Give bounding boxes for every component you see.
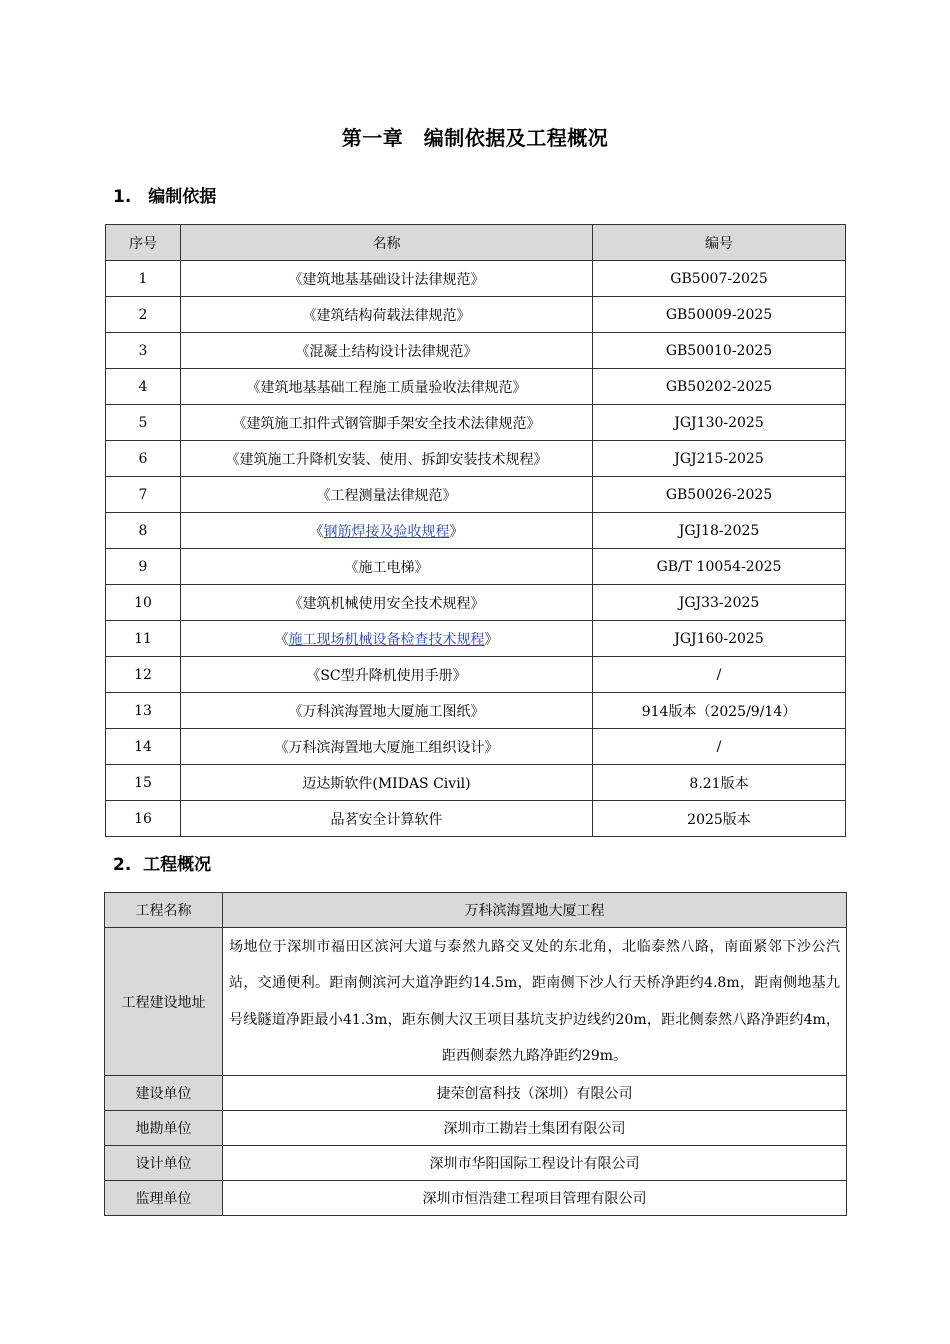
standard-code: GB5007-2025 [593, 261, 846, 297]
table-row [106, 261, 846, 297]
survey-value: 深圳市工勘岩土集团有限公司 [223, 1111, 847, 1146]
table-row [106, 621, 846, 657]
standard-name: 《建筑地基基础工程施工质量验收法律规范》 [181, 369, 593, 405]
address-value: 场地位于深圳市福田区滨河大道与泰然九路交叉处的东北角，北临泰然八路，南面紧邻下沙公汽站，交通便利。距南侧滨河大道净距约14.5m，距南侧下沙人行天桥净距约4.8m，距南侧地基九号线隧道净距最小41.3m，距东侧大汉王项目基坑支护边线约20m，距北侧泰然八路净距约4m，距西侧泰然九路净距约29m。 [223, 928, 847, 1076]
row-number: 8 [106, 513, 181, 549]
row-number: 4 [106, 369, 181, 405]
row-number: 16 [106, 801, 181, 837]
basis-table-body [106, 261, 846, 837]
table-row [106, 333, 846, 369]
standard-name: 《施工电梯》 [181, 549, 593, 585]
section-heading-overview: 2. 工程概况 [113, 855, 212, 875]
standard-name: 《工程测量法律规范》 [181, 477, 593, 513]
standard-name: 《建筑机械使用安全技术规程》 [181, 585, 593, 621]
standard-code: 8.21版本 [593, 765, 846, 801]
builder-value: 捷荣创富科技（深圳）有限公司 [223, 1076, 847, 1111]
row-number: 11 [106, 621, 181, 657]
name-open-bracket: 《 [274, 631, 289, 648]
table-row [106, 477, 846, 513]
table-row [106, 297, 846, 333]
table-row [106, 585, 846, 621]
standard-name: 《建筑施工扣件式钢管脚手架安全技术法律规范》 [181, 405, 593, 441]
standard-code: GB50202-2025 [593, 369, 846, 405]
overview-row-project-name [105, 893, 847, 928]
table-row [106, 657, 846, 693]
standard-name: 《建筑结构荷载法律规范》 [181, 297, 593, 333]
builder-label: 建设单位 [105, 1076, 223, 1111]
table-row [106, 369, 846, 405]
row-number: 2 [106, 297, 181, 333]
table-row [106, 729, 846, 765]
col-header-code: 编号 [593, 225, 846, 261]
standard-name: 《万科滨海置地大厦施工图纸》 [181, 693, 593, 729]
overview-row-address [105, 928, 847, 1076]
row-number: 12 [106, 657, 181, 693]
standard-code: / [593, 729, 846, 765]
address-label: 工程建设地址 [105, 928, 223, 1076]
table-row [106, 549, 846, 585]
standard-code: GB/T 10054-2025 [593, 549, 846, 585]
row-number: 6 [106, 441, 181, 477]
supervision-label: 监理单位 [105, 1181, 223, 1216]
overview-row-design [105, 1146, 847, 1181]
project-name-label: 工程名称 [105, 893, 223, 928]
standard-code: JGJ18-2025 [593, 513, 846, 549]
standard-code: / [593, 657, 846, 693]
overview-row-builder [105, 1076, 847, 1111]
row-number: 9 [106, 549, 181, 585]
row-number: 1 [106, 261, 181, 297]
standard-name: 《混凝土结构设计法律规范》 [181, 333, 593, 369]
row-number: 5 [106, 405, 181, 441]
standard-code: JGJ130-2025 [593, 405, 846, 441]
standard-name-link[interactable]: 钢筋焊接及验收规程 [323, 523, 450, 540]
basis-table-header-row [106, 225, 846, 261]
row-number: 10 [106, 585, 181, 621]
standard-name: 《SC型升降机使用手册》 [181, 657, 593, 693]
overview-row-supervision [105, 1181, 847, 1216]
table-row [106, 765, 846, 801]
standard-code: 914版本（2025/9/14） [593, 693, 846, 729]
standard-name [181, 513, 593, 549]
col-header-name: 名称 [181, 225, 593, 261]
table-row [106, 441, 846, 477]
standard-code: GB50010-2025 [593, 333, 846, 369]
standard-code: JGJ160-2025 [593, 621, 846, 657]
name-close-bracket: 》 [484, 631, 499, 648]
table-row [106, 693, 846, 729]
design-label: 设计单位 [105, 1146, 223, 1181]
standard-name-link[interactable]: 施工现场机械设备检查技术规程 [288, 631, 485, 648]
standard-name [181, 621, 593, 657]
row-number: 3 [106, 333, 181, 369]
standard-code: JGJ215-2025 [593, 441, 846, 477]
standard-name: 《建筑地基基础设计法律规范》 [181, 261, 593, 297]
row-number: 15 [106, 765, 181, 801]
overview-row-survey [105, 1111, 847, 1146]
name-close-bracket: 》 [449, 523, 464, 540]
overview-table [104, 892, 847, 1216]
name-open-bracket: 《 [309, 523, 324, 540]
survey-label: 地勘单位 [105, 1111, 223, 1146]
standard-code: GB50009-2025 [593, 297, 846, 333]
section-heading-basis: 1. 编制依据 [113, 187, 217, 207]
standard-name: 《万科滨海置地大厦施工组织设计》 [181, 729, 593, 765]
standard-code: 2025版本 [593, 801, 846, 837]
project-name-value: 万科滨海置地大厦工程 [223, 893, 847, 928]
table-row [106, 801, 846, 837]
supervision-value: 深圳市恒浩建工程项目管理有限公司 [223, 1181, 847, 1216]
row-number: 14 [106, 729, 181, 765]
standard-code: JGJ33-2025 [593, 585, 846, 621]
design-value: 深圳市华阳国际工程设计有限公司 [223, 1146, 847, 1181]
row-number: 13 [106, 693, 181, 729]
standard-name: 《建筑施工升降机安装、使用、拆卸安装技术规程》 [181, 441, 593, 477]
table-row [106, 513, 846, 549]
standard-name: 迈达斯软件(MIDAS Civil) [181, 765, 593, 801]
row-number: 7 [106, 477, 181, 513]
basis-table [105, 224, 846, 837]
chapter-title: 第一章 编制依据及工程概况 [341, 126, 609, 150]
standard-code: GB50026-2025 [593, 477, 846, 513]
standard-name: 品茗安全计算软件 [181, 801, 593, 837]
table-row [106, 405, 846, 441]
col-header-no: 序号 [106, 225, 181, 261]
